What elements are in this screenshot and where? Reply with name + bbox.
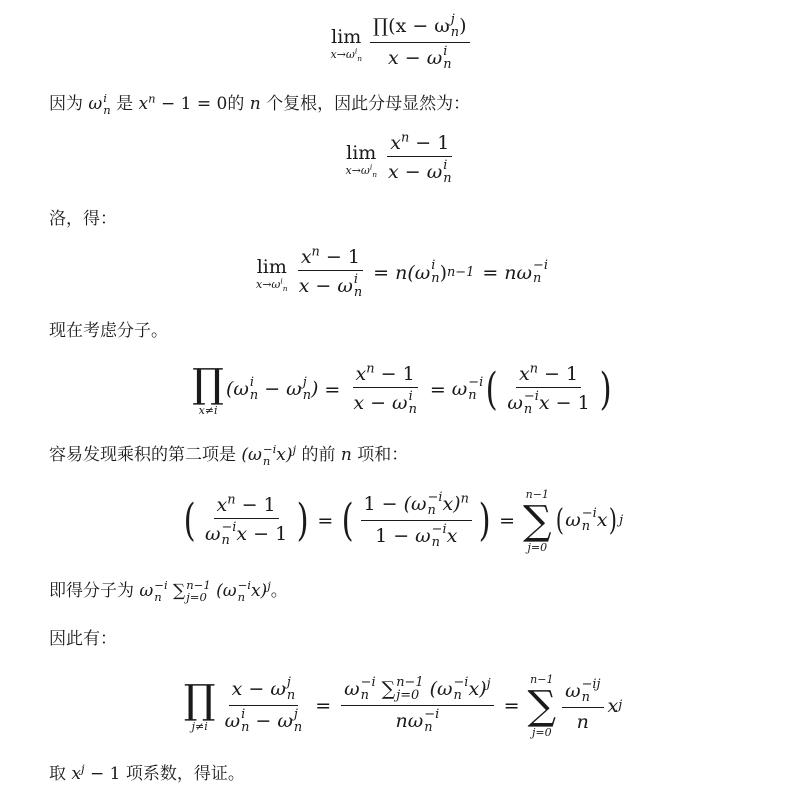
paragraph-second-term: 容易发现乘积的第二项是 (ω −i n x)$^j$ 的前 n 项和： [49, 441, 409, 468]
paragraph-lhopital: 洛，得： [49, 209, 117, 229]
equation-limit-result: lim $x\to\omega^i_n$ $x^n - 1$ x − ω i n = n(ω i n ) n−1 = nω −i n [256, 244, 548, 300]
equation-limit-product [0, 10, 804, 76]
paragraph-therefore: 因此有： [49, 629, 117, 649]
equation-geometric-sum: ( $x^n - 1$ ω −i n x − 1 ) = ( 1 − (ω −i n x)$^n$ 1 − ω −i n x ) = n−1 ∑ j=0 ( ω −i n x ) j [183, 488, 624, 554]
paragraph-numerator-result: 即得分子为 ω −i n ∑ n−1 j=0 (ω −i n x)$^j$。 [49, 577, 288, 604]
fraction: ∏(x − ω j n ) x − ω i n [370, 14, 469, 72]
equation-final: ∏ j≠i x − ω j n ω i n − ω j n = ω −i n ∑ n−1 j=0 (ω −i n x)$^j$ nω −i n = n−1 ∑ j=0 ω −ij n n x j [183, 673, 623, 739]
paragraph-roots: 因为 ω i n 是 $x^n - 1 = 0$的 n 个复根，因此分母显然为： [49, 90, 471, 117]
lim-operator: lim $x\to\omega^i_n$ [330, 25, 363, 63]
equation-product-numerator: ∏ x≠i (ω i n − ω j n ) = $x^n - 1$ x − ω i n = ω −i n ( $x^n - 1$ ω −i n x − 1 ) [192, 360, 612, 417]
paragraph-numerator: 现在考虑分子。 [49, 321, 168, 341]
equation-limit-denominator: lim $x\to\omega^i_n$ $x^n - 1$ x − ω i n [345, 130, 452, 186]
paragraph-conclusion: 取 $x^j - 1$ 项系数，得证。 [49, 761, 245, 784]
